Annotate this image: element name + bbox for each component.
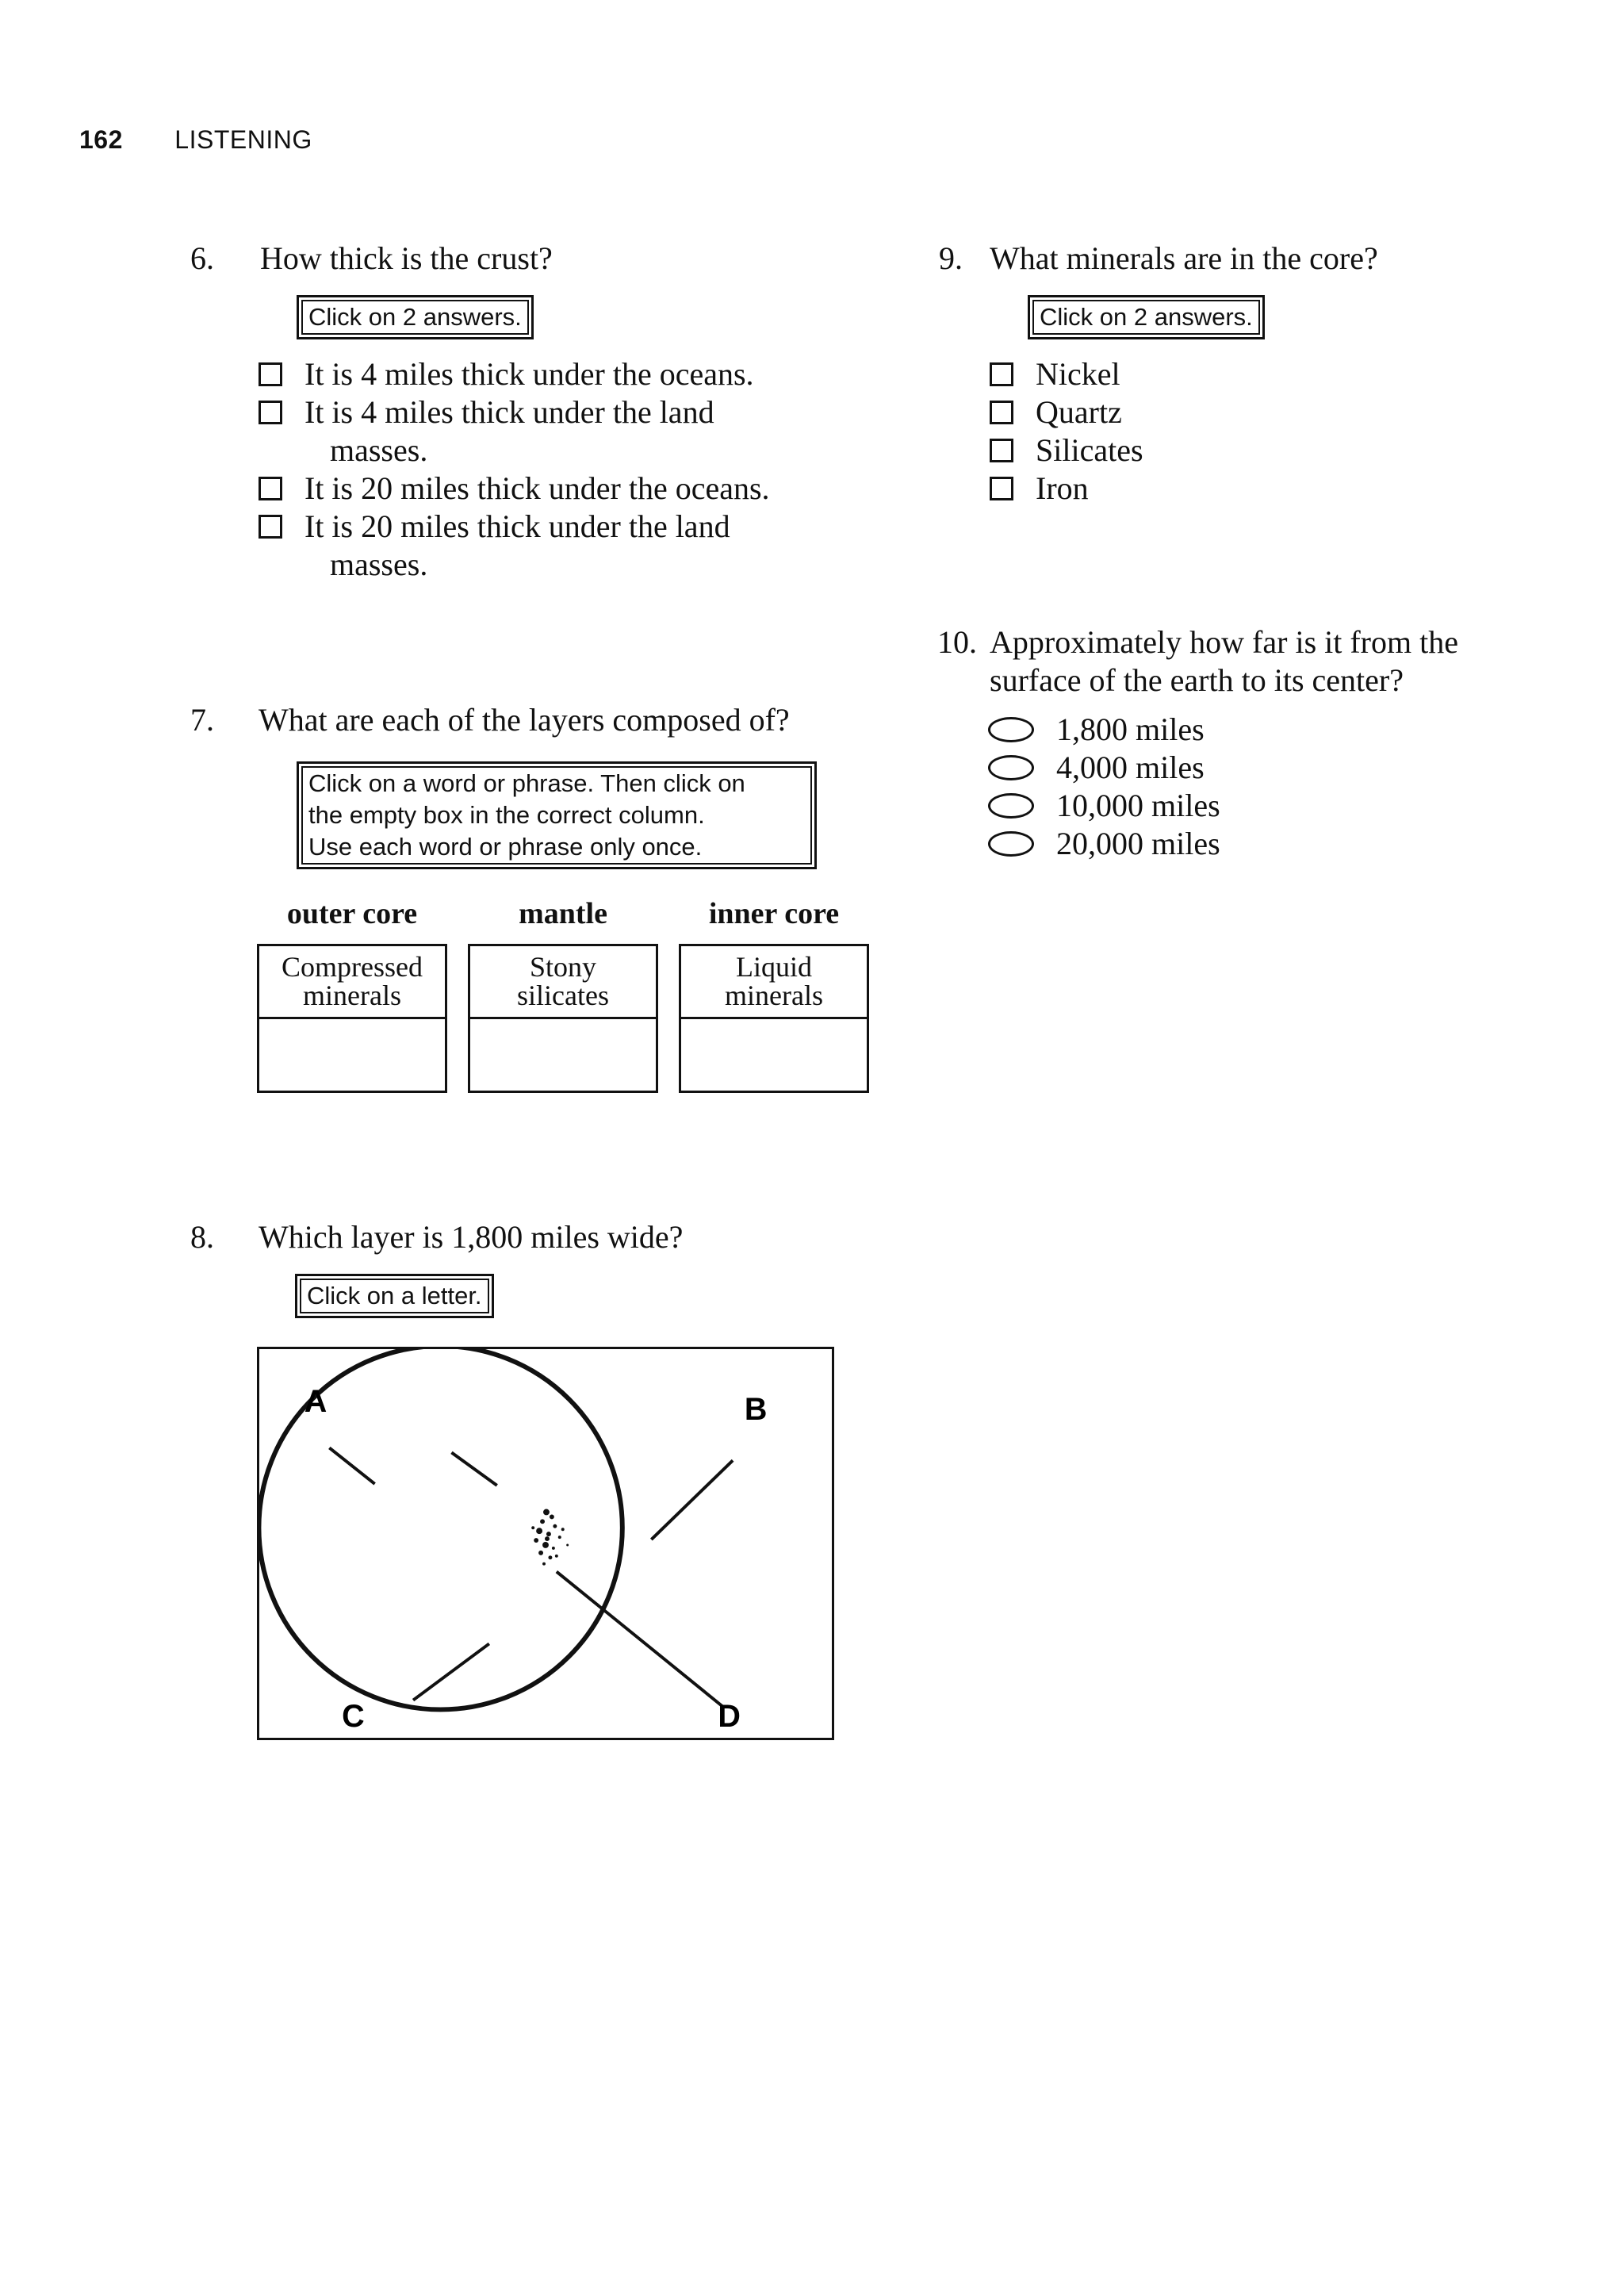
column-header-inner-core: inner core — [708, 897, 840, 930]
q10-option-3[interactable] — [988, 787, 1220, 825]
q9-option-silicates[interactable] — [990, 431, 1143, 470]
q6-option-2-text-cont: masses. — [330, 432, 428, 468]
checkbox[interactable] — [259, 401, 282, 424]
q6-option-1[interactable] — [259, 355, 770, 393]
q7-instruction-line-1: Click on a word or phrase. Then click on — [308, 769, 745, 797]
q7-instruction-line-3: Use each word or phrase only once. — [308, 833, 703, 861]
q10-question-line-2: surface of the earth to its center? — [990, 662, 1404, 698]
empty-box-outer-core[interactable] — [259, 1019, 445, 1091]
empty-box-inner-core[interactable] — [681, 1019, 867, 1091]
q6-option-2[interactable] — [259, 393, 770, 431]
q9-option-text: Iron — [1036, 470, 1089, 506]
q6-option-4-text: It is 20 miles thick under the land — [304, 508, 730, 544]
q6-option-3[interactable] — [259, 470, 770, 508]
q8-number: 8. — [190, 1219, 214, 1255]
column-header-outer-core: outer core — [286, 897, 418, 930]
q9-option-text: Nickel — [1036, 356, 1120, 392]
running-head — [79, 125, 312, 155]
letter-a[interactable]: A — [304, 1384, 327, 1420]
q9-question: What minerals are in the core? — [990, 240, 1378, 276]
q9-options — [990, 355, 1143, 508]
q10-option-text: 20,000 miles — [1056, 826, 1220, 861]
q6-option-2-cont — [259, 431, 770, 470]
radio-oval[interactable] — [988, 831, 1034, 857]
word-liquid-minerals[interactable] — [681, 946, 867, 1019]
q6-option-2-text: It is 4 miles thick under the land — [304, 394, 714, 430]
checkbox[interactable] — [259, 515, 282, 539]
word-line: minerals — [303, 980, 401, 1011]
letter-b[interactable]: B — [744, 1391, 768, 1427]
q10-option-4[interactable] — [988, 825, 1220, 863]
page-number: 162 — [79, 125, 123, 154]
checkbox[interactable] — [990, 477, 1013, 500]
word-line: Liquid — [736, 951, 812, 983]
q9-option-quartz[interactable] — [990, 393, 1143, 431]
q10-question-line-1: Approximately how far is it from the — [990, 624, 1458, 660]
q6-option-3-text: It is 20 miles thick under the oceans. — [304, 470, 770, 506]
q9-option-nickel[interactable] — [990, 355, 1143, 393]
q10-number: 10. — [937, 624, 977, 660]
radio-oval[interactable] — [988, 793, 1034, 819]
q9-instruction: Click on 2 answers. — [1028, 295, 1265, 339]
q6-option-4-text-cont: masses. — [330, 546, 428, 582]
q9-option-text: Quartz — [1036, 394, 1122, 430]
q9-option-iron[interactable] — [990, 470, 1143, 508]
pointer-line-b-outer — [651, 1460, 733, 1539]
q10-option-2[interactable] — [988, 749, 1220, 787]
checkbox[interactable] — [990, 401, 1013, 424]
q9-option-text: Silicates — [1036, 432, 1143, 468]
q9-number: 9. — [939, 240, 963, 276]
q7-instruction-line-2: the empty box in the correct column. — [308, 801, 705, 829]
letter-c[interactable]: C — [342, 1699, 365, 1735]
word-stony-silicates[interactable] — [470, 946, 656, 1019]
word-compressed-minerals[interactable] — [259, 946, 445, 1019]
q6-number: 6. — [190, 240, 214, 276]
column-outer-core — [257, 944, 447, 1093]
q6-option-1-text: It is 4 miles thick under the oceans. — [304, 356, 754, 392]
word-line: Compressed — [282, 951, 423, 983]
q10-option-text: 10,000 miles — [1056, 788, 1220, 823]
pointer-line-c — [413, 1643, 489, 1700]
checkbox[interactable] — [259, 477, 282, 500]
q8-question: Which layer is 1,800 miles wide? — [259, 1219, 684, 1255]
q10-option-text: 1,800 miles — [1056, 711, 1205, 747]
pointer-line-a — [329, 1447, 374, 1483]
checkbox[interactable] — [990, 362, 1013, 386]
q7-instruction — [297, 761, 817, 869]
q6-option-4-cont — [259, 546, 770, 584]
q6-options — [259, 355, 770, 584]
word-line: silicates — [517, 980, 609, 1011]
letter-d[interactable]: D — [718, 1699, 741, 1735]
section-title: LISTENING — [174, 125, 312, 154]
q10-option-1[interactable] — [988, 711, 1220, 749]
radio-oval[interactable] — [988, 717, 1034, 742]
column-header-mantle: mantle — [519, 897, 607, 930]
column-inner-core — [679, 944, 869, 1093]
q10-question — [990, 623, 1458, 700]
word-line: Stony — [529, 951, 597, 983]
q7-question: What are each of the layers composed of? — [259, 702, 790, 738]
word-line: minerals — [725, 980, 823, 1011]
q6-option-4[interactable] — [259, 508, 770, 546]
empty-box-mantle[interactable] — [470, 1019, 656, 1091]
radio-oval[interactable] — [988, 755, 1034, 780]
q6-instruction: Click on 2 answers. — [297, 295, 534, 339]
column-mantle — [468, 944, 658, 1093]
earth-layers-diagram — [257, 1347, 834, 1740]
pointer-line-b — [451, 1452, 496, 1485]
checkbox[interactable] — [990, 439, 1013, 462]
q7-number: 7. — [190, 702, 214, 738]
q10-options — [988, 711, 1220, 863]
checkbox[interactable] — [259, 362, 282, 386]
q6-question: How thick is the crust? — [260, 240, 553, 276]
q10-option-text: 4,000 miles — [1056, 750, 1205, 785]
core-speckles — [531, 1509, 569, 1566]
q8-instruction: Click on a letter. — [295, 1274, 494, 1318]
